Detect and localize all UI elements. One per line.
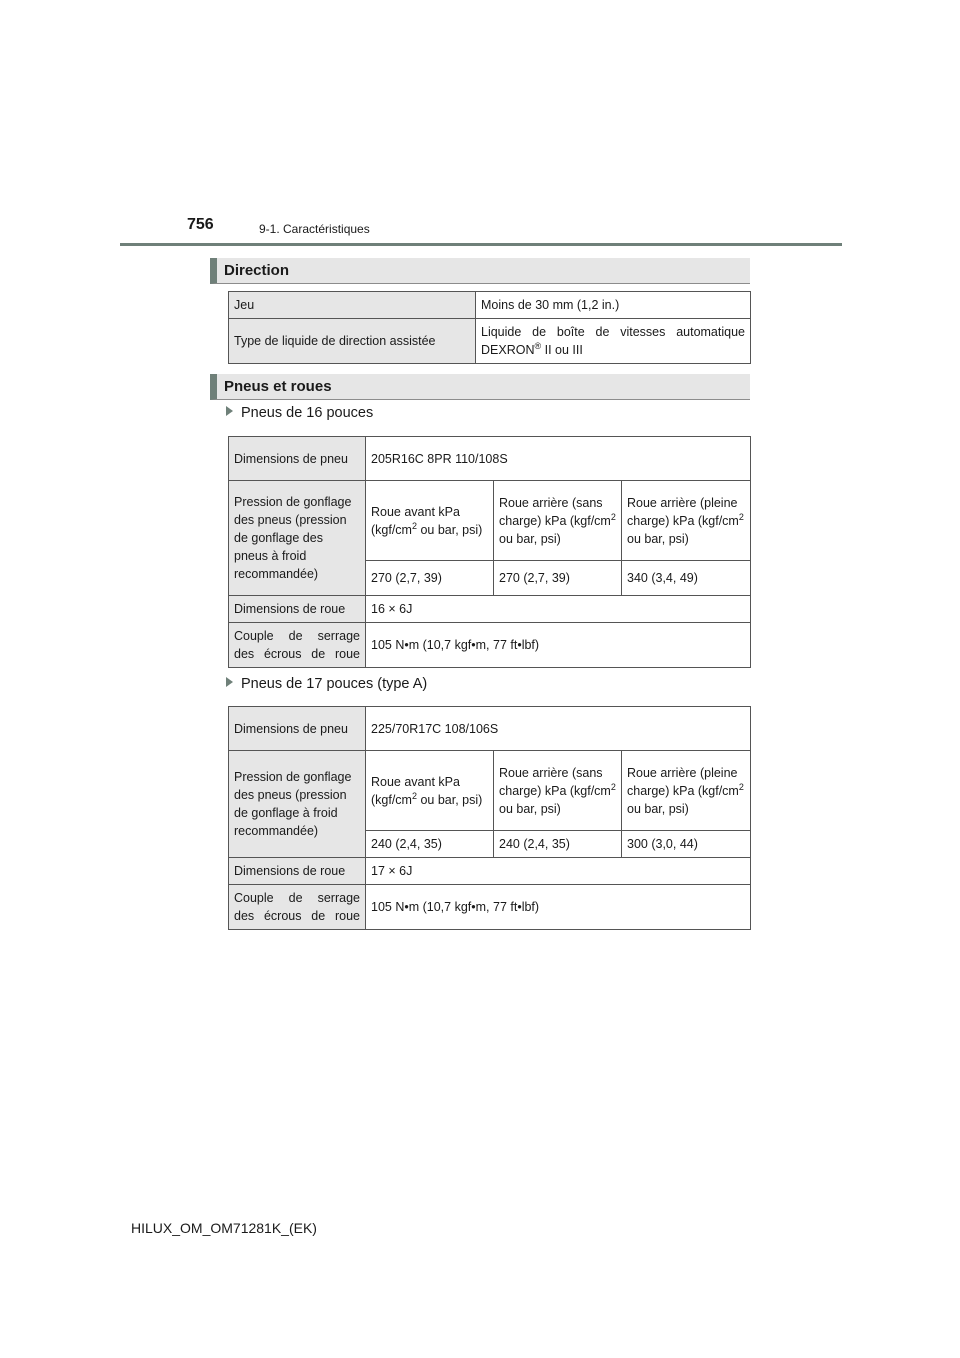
- table-row: [229, 319, 751, 364]
- steering-fluid-label: Type de liquide de direction assistée: [229, 319, 476, 364]
- front-header: Roue avant kPa ($kgf/cm^2$ ou bar, psi): [366, 751, 494, 831]
- play-label: Jeu: [229, 292, 476, 319]
- rear-full-value: 340 (3,4, 49): [622, 561, 751, 596]
- pressure-label: Pression de gonflage des pneus (pression de gonflage à froid recommandée): [229, 751, 366, 858]
- page-number: 756: [187, 216, 214, 233]
- pressure-label: Pression de gonflage des pneus (pression de gonflage des pneus à froid recommandée): [229, 481, 366, 596]
- front-value: 270 (2,7, 39): [366, 561, 494, 596]
- front-value: 240 (2,4, 35): [366, 831, 494, 858]
- wheel-size-label: Dimensions de roue: [229, 596, 366, 623]
- rear-empty-header: Roue arrière (sans charge) kPa ($kgf/cm^2$ ou bar, psi): [494, 481, 622, 561]
- tires-heading: Pneus et roues: [210, 374, 750, 400]
- steering-fluid-line2: DEXRON® II ou III: [481, 340, 583, 357]
- wheel-size-label: Dimensions de roue: [229, 858, 366, 885]
- direction-heading: Direction: [210, 258, 750, 284]
- tire-size-label: Dimensions de pneu: [229, 437, 366, 481]
- table-row: [229, 481, 751, 561]
- table-row: [229, 885, 751, 930]
- table-row: [229, 858, 751, 885]
- steering-fluid-line1: Liquide de boîte de vitesses automatique: [481, 325, 745, 339]
- triangle-bullet-icon: [226, 677, 233, 687]
- table-row: [229, 707, 751, 751]
- tire-size-label: Dimensions de pneu: [229, 707, 366, 751]
- rear-empty-value: 270 (2,7, 39): [494, 561, 622, 596]
- rear-empty-value: 240 (2,4, 35): [494, 831, 622, 858]
- triangle-bullet-icon: [226, 406, 233, 416]
- rear-full-header: Roue arrière (pleine charge) kPa ($kgf/cm^2$ ou bar, psi): [622, 481, 751, 561]
- table-row: [229, 623, 751, 668]
- section-path: 9-1. Caractéristiques: [259, 222, 370, 236]
- table-row: [229, 437, 751, 481]
- tires-17-table: [228, 706, 751, 930]
- footer-doc-code: HILUX_OM_OM71281K_(EK): [131, 1220, 317, 1236]
- torque-value: 105 N•m (10,7 kgf•m, 77 ft•lbf): [366, 623, 751, 668]
- subtitle-17: Pneus de 17 pouces (type A): [226, 676, 427, 692]
- subtitle-16: Pneus de 16 pouces: [226, 405, 373, 421]
- rear-full-header: Roue arrière (pleine charge) kPa ($kgf/cm^2$ ou bar, psi): [622, 751, 751, 831]
- torque-value: 105 N•m (10,7 kgf•m, 77 ft•lbf): [366, 885, 751, 930]
- table-row: [229, 292, 751, 319]
- wheel-size-value: 16 × 6J: [366, 596, 751, 623]
- front-header: Roue avant kPa ($kgf/cm^2$ ou bar, psi): [366, 481, 494, 561]
- steering-fluid-value: [476, 319, 751, 364]
- tire-size-value: 225/70R17C 108/106S: [366, 707, 751, 751]
- header-rule: [120, 243, 842, 246]
- play-value: Moins de 30 mm (1,2 in.): [476, 292, 751, 319]
- torque-label: Couple de serrage des écrous de roue: [229, 623, 366, 668]
- table-row: [229, 751, 751, 831]
- torque-label: Couple de serrage des écrous de roue: [229, 885, 366, 930]
- wheel-size-value: 17 × 6J: [366, 858, 751, 885]
- direction-table: [228, 291, 751, 364]
- table-row: [229, 596, 751, 623]
- tires-16-table: [228, 436, 751, 668]
- rear-empty-header: Roue arrière (sans charge) kPa ($kgf/cm^2$ ou bar, psi): [494, 751, 622, 831]
- rear-full-value: 300 (3,0, 44): [622, 831, 751, 858]
- tire-size-value: 205R16C 8PR 110/108S: [366, 437, 751, 481]
